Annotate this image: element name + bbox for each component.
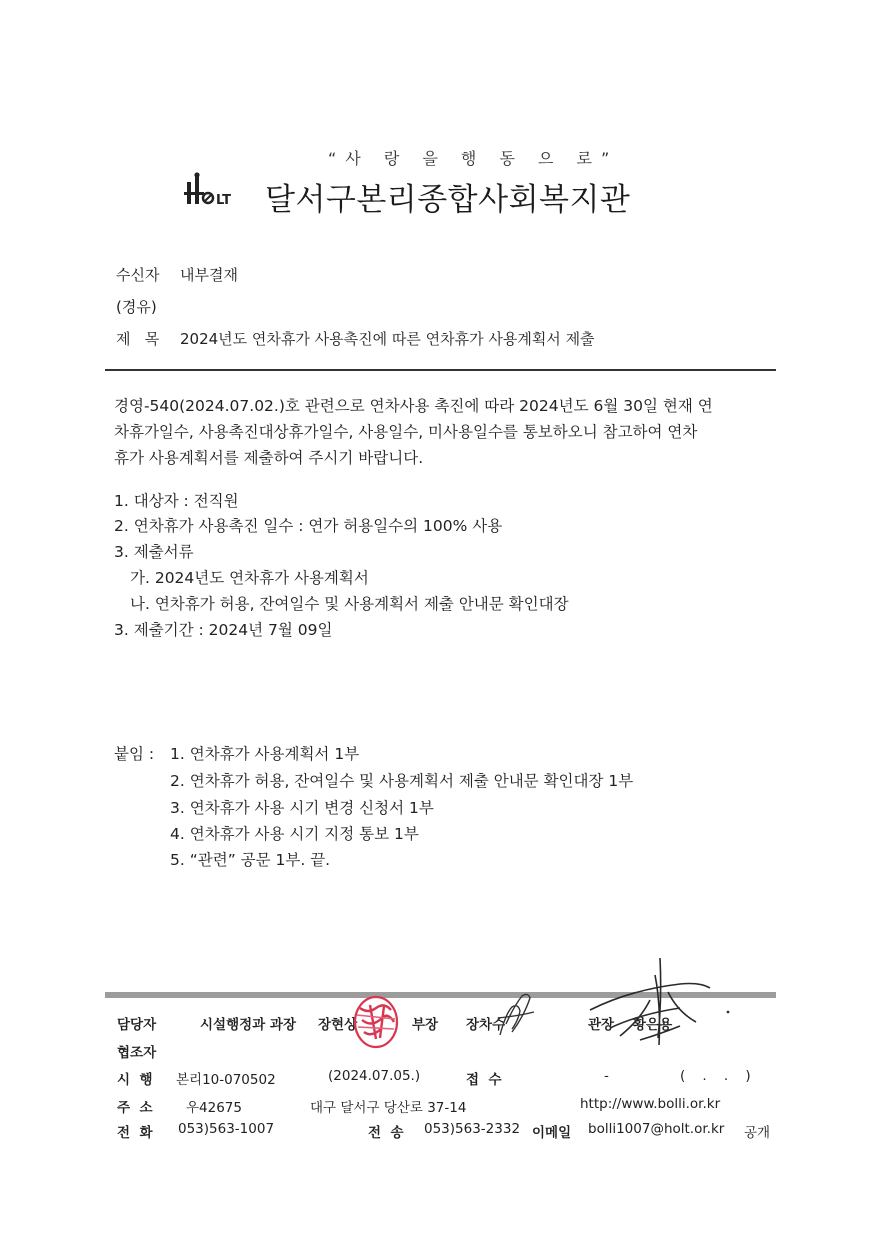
holt-logo bbox=[183, 172, 245, 212]
svg-text:LT: LT bbox=[216, 193, 231, 208]
slogan: “사 랑 을 행 동 으 로” bbox=[328, 149, 619, 168]
list-item: 3. 제출서류 bbox=[114, 543, 194, 561]
drafter-label: 담당자 bbox=[117, 1017, 157, 1033]
body-paragraph bbox=[114, 393, 713, 471]
phone-number: 053)563-1007 bbox=[178, 1121, 275, 1137]
postal-code: 우42675 bbox=[186, 1100, 242, 1116]
body-line: 경영-540(2024.07.02.)호 관련으로 연차사용 촉진에 따라 2024년도 6월 30일 현재 연 bbox=[114, 397, 713, 415]
director-label: 관장 bbox=[588, 1017, 615, 1033]
exec-number: 본리10-070502 bbox=[176, 1072, 276, 1088]
footer-divider bbox=[105, 992, 776, 998]
deputy-name: 장차수 bbox=[466, 1017, 506, 1033]
director-name: 황은용 bbox=[633, 1017, 673, 1033]
list-subitem: 가. 2024년도 연차휴가 사용계획서 bbox=[130, 569, 369, 587]
website-link[interactable]: http://www.bolli.or.kr bbox=[580, 1096, 721, 1112]
exec-label: 시 행 bbox=[117, 1072, 153, 1088]
organization-name: 달서구본리종합사회복지관 bbox=[265, 182, 631, 218]
list-item: 1. 대상자 : 전직원 bbox=[114, 492, 239, 510]
divider bbox=[105, 369, 776, 371]
recipient-value: 내부결재 bbox=[180, 266, 238, 284]
subject-value: 2024년도 연차휴가 사용촉진에 따른 연차휴가 사용계획서 제출 bbox=[180, 330, 595, 348]
attachment-item: 2. 연차휴가 허용, 잔여일수 및 사용계획서 제출 안내문 확인대장 1부 bbox=[170, 772, 634, 790]
list-item: 3. 제출기간 : 2024년 7월 09일 bbox=[114, 621, 333, 639]
receipt-label: 접 수 bbox=[466, 1072, 502, 1088]
subject-label: 제 목 bbox=[116, 330, 160, 348]
attachment-item: 5. “관련” 공문 1부. 끝. bbox=[170, 851, 331, 869]
body-line: 차휴가일수, 사용촉진대상휴가일수, 사용일수, 미사용일수를 통보하오니 참고하여 연차 bbox=[114, 423, 698, 441]
disclosure-status: 공개 bbox=[744, 1125, 771, 1141]
receipt-dash: - bbox=[604, 1068, 609, 1084]
fax-label: 전 송 bbox=[368, 1125, 404, 1141]
deputy-label: 부장 bbox=[412, 1017, 439, 1033]
red-seal-stamp bbox=[355, 997, 397, 1047]
attachment-item: 4. 연차휴가 사용 시기 지정 통보 1부 bbox=[170, 825, 419, 843]
address: 대구 달서구 당산로 37-14 bbox=[310, 1100, 467, 1116]
receipt-date: ( . . ) bbox=[680, 1068, 751, 1084]
cooperator-label: 협조자 bbox=[117, 1045, 157, 1061]
fax-number: 053)563-2332 bbox=[424, 1121, 521, 1137]
address-label: 주 소 bbox=[117, 1100, 153, 1116]
list-item: 2. 연차휴가 사용촉진 일수 : 연가 허용일수의 100% 사용 bbox=[114, 517, 503, 535]
attachments-label: 붙임 : bbox=[114, 745, 155, 763]
drafter-position: 시설행정과 과장 bbox=[200, 1017, 296, 1033]
list-subitem: 나. 연차휴가 허용, 잔여일수 및 사용계획서 제출 안내문 확인대장 bbox=[130, 595, 569, 613]
phone-label: 전 화 bbox=[117, 1125, 153, 1141]
via-label: (경유) bbox=[116, 298, 157, 316]
attachment-item: 3. 연차휴가 사용 시기 변경 신청서 1부 bbox=[170, 799, 434, 817]
email-link[interactable]: bolli1007@holt.or.kr bbox=[588, 1121, 725, 1137]
body-line: 휴가 사용계획서를 제출하여 주시기 바랍니다. bbox=[114, 449, 424, 467]
drafter-name: 장현상 bbox=[318, 1017, 358, 1033]
email-label: 이메일 bbox=[532, 1125, 572, 1141]
attachment-item: 1. 연차휴가 사용계획서 1부 bbox=[170, 745, 360, 763]
recipient-label: 수신자 bbox=[116, 266, 160, 284]
exec-date: (2024.07.05.) bbox=[328, 1068, 421, 1084]
